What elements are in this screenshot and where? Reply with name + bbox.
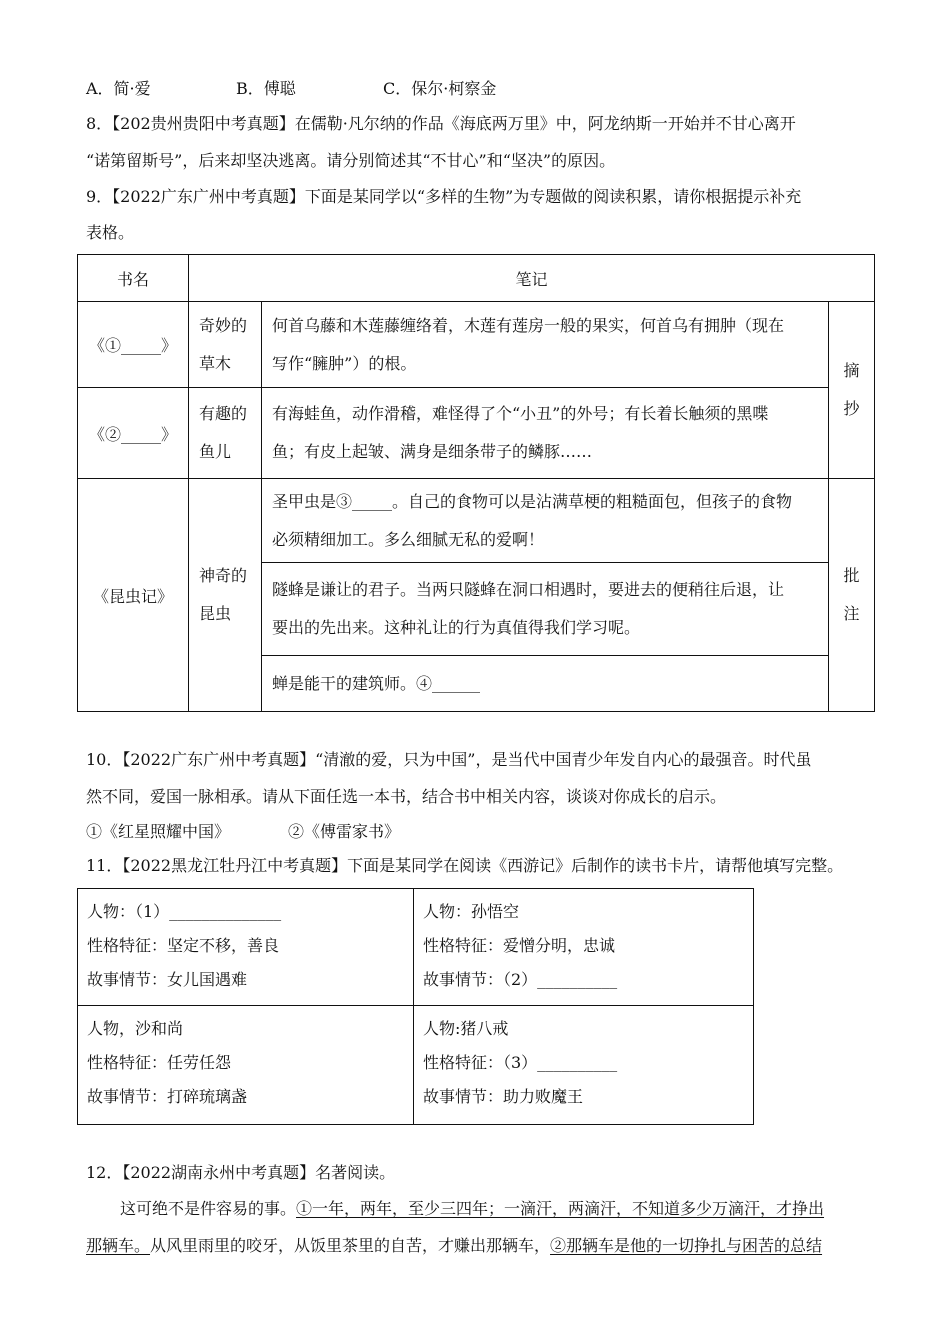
- underlined-sentence-1-end: 那辆车。: [86, 1236, 151, 1255]
- q9-line-1: 9．【2022广东广州中考真题】下面是某同学以“多样的生物”为专题做的阅读积累，请你根据提示补充: [86, 187, 802, 206]
- row3-note-a: 圣甲虫是③_____。自己的食物可以是沾满草梗的粗糙面包，但孩子的食物 必须精细加工。多么细腻无私的爱啊！: [262, 479, 829, 563]
- underlined-sentence-2: ②那辆车是他的一切挣扎与困苦的总结: [550, 1236, 823, 1255]
- q7-option-c: C．保尔·柯察金: [383, 79, 497, 98]
- row1-note: 何首乌藤和木莲藤缠络着，木莲有莲房一般的果实，何首乌有拥肿（现在 写作“臃肿”）的根。: [262, 302, 829, 388]
- q9-line-2: 表格。: [86, 223, 135, 242]
- underlined-sentence-1: ①一年，两年，至少三四年；一滴汗，两滴汗，不知道多少万滴汗，才挣出: [296, 1199, 825, 1218]
- q12-passage-line-1: 这可绝不是件容易的事。①一年，两年，至少三四年；一滴汗，两滴汗，不知道多少万滴汗，才挣出: [120, 1199, 825, 1218]
- q8-line-2: “诺第留斯号”，后来却坚决逃离。请分别简述其“不甘心”和“坚决”的原因。: [86, 151, 616, 170]
- q8-line-1: 8．【202贵州贵阳中考真题】在儒勒·凡尔纳的作品《海底两万里》中，阿龙纳斯一开始并不甘心离开: [86, 114, 796, 133]
- header-notes: 笔记: [189, 255, 875, 302]
- q10-line-2: 然不同，爱国一脉相承。请从下面任选一本书，结合书中相关内容，谈谈对你成长的启示。: [86, 787, 727, 806]
- q10-option-1: ①《红星照耀中国》: [86, 822, 231, 841]
- card-1: 人物：（1）______________ 性格特征：坚定不移，善良 故事情节：女儿国遇难: [78, 889, 414, 1006]
- reading-notes-table: [77, 254, 875, 712]
- q12-passage-line-2: 那辆车。从风里雨里的咬牙，从饭里茶里的自苦，才赚出那辆车，②那辆车是他的一切挣扎与困苦的总结: [86, 1236, 823, 1255]
- q10-options: [86, 822, 401, 842]
- q12-line-1: 12．【2022湖南永州中考真题】名著阅读。: [86, 1163, 396, 1182]
- header-book: 书名: [78, 255, 189, 302]
- type-annotation: 批 注: [829, 479, 875, 712]
- row2-note: 有海蛙鱼，动作滑稽，难怪得了个“小丑”的外号；有长着长触须的黑喋 鱼；有皮上起皱、满身是细条带子的鳞豚……: [262, 388, 829, 479]
- row1-book: 《①_____》: [78, 302, 189, 388]
- q7-options: [86, 79, 497, 99]
- row3-book: 《昆虫记》: [78, 479, 189, 712]
- q7-option-b: B．傅聪: [236, 79, 296, 98]
- row3-note-c: 蝉是能干的建筑师。④______: [262, 656, 829, 712]
- row1-category: 奇妙的 草木: [189, 302, 262, 388]
- q11-line-1: 11．【2022黑龙江牡丹江中考真题】下面是某同学在阅读《西游记》后制作的读书卡片，请帮他填写完整。: [86, 856, 844, 875]
- q10-option-2: ②《傅雷家书》: [288, 822, 401, 841]
- q7-option-a: A．简·爱: [86, 79, 151, 98]
- reading-card-table: [77, 888, 754, 1125]
- q10-line-1: 10．【2022广东广州中考真题】“清澈的爱，只为中国”，是当代中国青少年发自内心的最强音。时代虽: [86, 750, 812, 769]
- row2-book: 《②_____》: [78, 388, 189, 479]
- card-4: 人物:猪八戒 性格特征：（3）__________ 故事情节：助力败魔王: [414, 1006, 754, 1125]
- row3-note-b: 隧蜂是谦让的君子。当两只隧蜂在洞口相遇时，要进去的便稍往后退，让 要出的先出来。这种礼让的行为真值得我们学习呢。: [262, 563, 829, 656]
- card-2: 人物：孙悟空 性格特征：爱憎分明，忠诚 故事情节：（2）__________: [414, 889, 754, 1006]
- type-excerpt: 摘 抄: [829, 302, 875, 479]
- row3-category: 神奇的 昆虫: [189, 479, 262, 712]
- card-3: 人物，沙和尚 性格特征：任劳任怨 故事情节：打碎琉璃盏: [78, 1006, 414, 1125]
- row2-category: 有趣的 鱼儿: [189, 388, 262, 479]
